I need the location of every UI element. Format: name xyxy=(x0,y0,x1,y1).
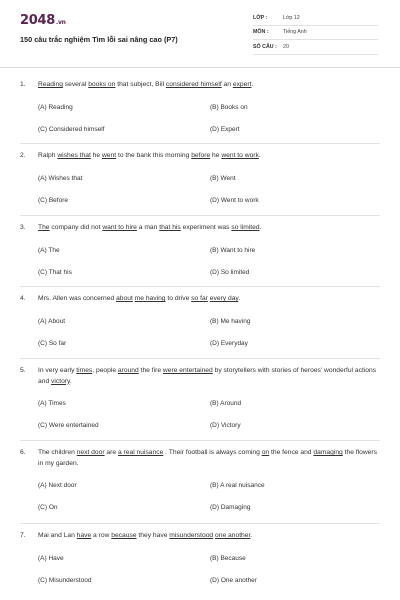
question-phrase: company did not xyxy=(49,224,103,231)
answer-options xyxy=(38,97,380,141)
option-d[interactable]: (D) So limited xyxy=(210,268,250,276)
option-a[interactable]: (A) Times xyxy=(38,400,66,407)
underlined-phrase: went xyxy=(101,152,117,159)
option-d[interactable]: (D) Went to work xyxy=(210,196,259,204)
logo-text: 2048 xyxy=(20,13,55,28)
option-b[interactable]: (B) Me having xyxy=(210,317,251,325)
question-phrase: they have xyxy=(136,532,170,539)
option-c[interactable]: (C) Before xyxy=(38,196,68,204)
answer-options xyxy=(38,311,380,355)
question-phrase: he xyxy=(210,152,222,159)
question-number: 7. xyxy=(20,532,26,539)
underlined-phrase: books on xyxy=(88,81,116,88)
option-b[interactable]: (B) Went xyxy=(210,174,236,182)
option-d[interactable]: (D) Expert xyxy=(210,125,240,133)
question-phrase: experiment was xyxy=(180,224,232,231)
option-c[interactable]: (C) That his xyxy=(38,268,72,276)
option-c[interactable]: (C) Misunderstood xyxy=(38,576,92,584)
option-a[interactable]: (A) Reading xyxy=(38,103,73,111)
answer-options xyxy=(38,393,380,437)
underlined-phrase: next door xyxy=(76,449,105,456)
header xyxy=(0,0,400,68)
question-1 xyxy=(20,80,380,141)
question-phrase: a man xyxy=(136,224,160,231)
option-b[interactable]: (B) Books on xyxy=(210,103,248,111)
answer-options xyxy=(38,548,380,592)
underlined-phrase: Reading xyxy=(38,81,63,88)
question-number: 2. xyxy=(20,152,26,159)
question-5 xyxy=(20,366,380,437)
question-body xyxy=(38,366,380,387)
question-number: 5. xyxy=(20,367,26,374)
page-title: 150 câu trắc nghiệm Tìm lỗi sai nâng cao (P7) xyxy=(20,35,178,44)
question-number: 3. xyxy=(20,224,26,231)
answer-options xyxy=(38,168,380,212)
underlined-phrase: were entertained xyxy=(162,367,213,374)
meta-row-count xyxy=(253,40,378,55)
question-phrase: are xyxy=(104,449,118,456)
underlined-phrase: before xyxy=(191,152,211,159)
question-phrase: an xyxy=(221,81,233,88)
question-text xyxy=(20,151,380,162)
question-phrase: . xyxy=(258,152,261,159)
question-phrase: Ralph xyxy=(38,152,58,159)
meta-label: SỐ CÂU : xyxy=(253,43,277,50)
question-divider xyxy=(20,143,380,144)
question-phrase: . Their football is always coming xyxy=(163,449,262,456)
underlined-phrase: damaging xyxy=(313,449,343,456)
underlined-phrase: that his xyxy=(159,224,181,231)
meta-value: 20 xyxy=(283,43,289,50)
question-phrase: . xyxy=(259,224,262,231)
option-b[interactable]: (B) A real nuisance xyxy=(210,482,265,489)
question-phrase: he xyxy=(90,152,102,159)
underlined-phrase: considered himself xyxy=(165,81,222,88)
answer-options xyxy=(38,240,380,284)
underlined-phrase: times xyxy=(76,367,93,374)
question-phrase: Mrs. Allen was concerned xyxy=(38,295,117,302)
underlined-phrase: one another xyxy=(215,532,251,539)
option-a[interactable]: (A) Have xyxy=(38,554,64,562)
question-phrase: by storytellers with stories of heroes' wonderful actions and xyxy=(38,367,377,385)
option-d[interactable]: (D) Victory xyxy=(210,422,241,429)
meta-row-class xyxy=(253,11,378,26)
question-number: 4. xyxy=(20,295,26,302)
question-body xyxy=(38,223,380,234)
question-phrase: that subject, Bill xyxy=(115,81,166,88)
underlined-phrase: on xyxy=(261,449,270,456)
question-phrase: several xyxy=(62,81,89,88)
underlined-phrase: so limited xyxy=(231,224,260,231)
logo-suffix: .vn xyxy=(55,19,66,26)
question-phrase: , people xyxy=(92,367,118,374)
underlined-phrase: want to hire xyxy=(102,224,137,231)
question-number: 6. xyxy=(20,449,26,456)
question-phrase: to drive xyxy=(165,295,192,302)
question-body xyxy=(38,448,380,469)
meta-label: MÔN : xyxy=(253,29,269,36)
question-phrase: In very early xyxy=(38,367,77,374)
question-3 xyxy=(20,223,380,284)
question-text xyxy=(20,294,380,305)
question-number: 1. xyxy=(20,81,26,88)
meta-label: LỚP : xyxy=(253,14,268,21)
option-d[interactable]: (D) Damaging xyxy=(210,504,251,511)
question-phrase: the fence and xyxy=(269,449,314,456)
option-a[interactable]: (A) About xyxy=(38,317,66,325)
underlined-phrase: me having xyxy=(134,295,166,302)
question-divider xyxy=(20,440,380,441)
option-c[interactable]: (C) Were entertained xyxy=(38,422,99,429)
question-phrase: the flowers in my garden. xyxy=(38,449,377,467)
underlined-phrase: have xyxy=(76,532,92,539)
option-d[interactable]: (D) One another xyxy=(210,576,257,584)
underlined-phrase: about xyxy=(116,295,133,302)
option-a[interactable]: (A) Wishes that xyxy=(38,174,83,182)
option-d[interactable]: (D) Everyday xyxy=(210,339,248,347)
meta-row-subject xyxy=(253,26,378,41)
underlined-phrase: because xyxy=(111,532,137,539)
option-c[interactable]: (C) Considered himself xyxy=(38,125,105,133)
question-7 xyxy=(20,531,380,592)
question-phrase: . xyxy=(250,532,253,539)
question-text xyxy=(20,366,380,387)
meta-value: Tiếng Anh xyxy=(283,29,307,36)
underlined-phrase: The xyxy=(38,224,50,231)
logo[interactable] xyxy=(20,13,66,28)
option-b[interactable]: (B) Want to hire xyxy=(210,246,256,254)
question-phrase: . xyxy=(69,377,72,385)
question-divider xyxy=(20,358,380,359)
underlined-phrase: misunderstood xyxy=(169,532,214,539)
question-divider xyxy=(20,286,380,287)
option-c[interactable]: (C) On xyxy=(38,504,58,511)
question-phrase: the fire xyxy=(138,367,163,374)
question-body xyxy=(38,531,380,542)
question-phrase: a row xyxy=(91,532,112,539)
question-body xyxy=(38,151,380,162)
option-a[interactable]: (A) The xyxy=(38,246,60,254)
underlined-phrase: went to work xyxy=(221,152,259,159)
underlined-phrase: a real nuisance xyxy=(117,449,164,456)
question-body xyxy=(38,294,380,305)
underlined-phrase: victory xyxy=(51,377,70,385)
question-6 xyxy=(20,448,380,519)
underlined-phrase: around xyxy=(117,367,139,374)
option-a[interactable]: (A) Next door xyxy=(38,482,77,489)
question-4 xyxy=(20,294,380,355)
option-b[interactable]: (B) Around xyxy=(210,400,242,407)
question-phrase: . xyxy=(251,81,254,88)
meta-info xyxy=(253,11,378,55)
meta-value: Lớp 12 xyxy=(283,14,300,21)
answer-options xyxy=(38,475,380,519)
underlined-phrase: expert xyxy=(232,81,252,88)
option-c[interactable]: (C) So far xyxy=(38,339,67,347)
underlined-phrase: every day xyxy=(209,295,239,302)
question-divider xyxy=(20,215,380,216)
question-body xyxy=(38,80,380,91)
question-phrase: The children xyxy=(38,449,77,456)
question-text xyxy=(20,448,380,469)
question-phrase: to the bank this morning xyxy=(116,152,192,159)
question-text xyxy=(20,531,380,542)
question-phrase: Mai and Lan xyxy=(38,532,77,539)
underlined-phrase: wishes that xyxy=(57,152,91,159)
option-b[interactable]: (B) Because xyxy=(210,554,246,562)
question-text xyxy=(20,223,380,234)
question-text xyxy=(20,80,380,91)
question-2 xyxy=(20,151,380,212)
question-divider xyxy=(20,523,380,524)
question-phrase: . xyxy=(238,295,241,302)
underlined-phrase: so far xyxy=(191,295,208,302)
